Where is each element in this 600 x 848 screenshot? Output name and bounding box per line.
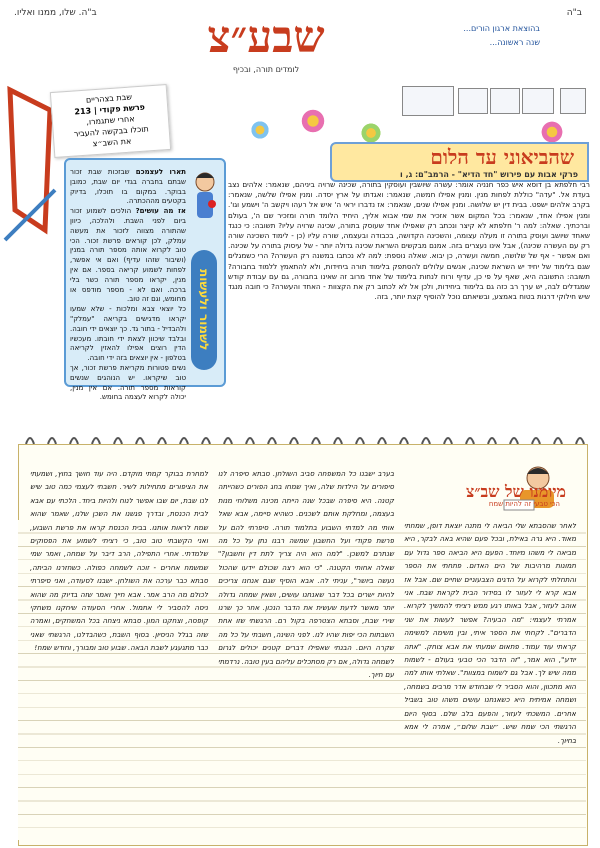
halacha-lead: תארו לעצמכם <box>135 168 186 176</box>
halacha-lead: אז מה עושים? <box>135 207 186 216</box>
lesson-title: שהביאוני עד הלום <box>430 145 574 169</box>
bh-mark: ב"ה <box>566 8 582 18</box>
shabatz-logo <box>206 4 326 84</box>
note-line: תוכלו בבקשה להעביר <box>73 124 149 139</box>
logo-subtitle: לומדים תורה, ובכיף <box>232 65 300 74</box>
sponsor-logo-2 <box>522 88 554 114</box>
lesson-subtitle: פרקי אבות עם פירוש "חד הדיא" - הרמב"ם: ג, ו <box>400 170 578 179</box>
diary-title: מיומנו של שב״צ <box>465 482 566 501</box>
flower-decoration <box>360 122 382 144</box>
diary-column-middle: בערב ישבנו כל המשפחה סביב השולחן. סבתא סיפרה לנו סיפורים על הילדות שלה, ואיך שמחו בחג הפורים כשהייתה קטנה. היא סיפרה שבכל שנה הייתה מכינה משלוחי מנות בעצמה, ומחלקת אותם לשכנים. כשהיא סיימה, אבא שאל אותי מה למדתי השבוע בתלמוד תורה. סיפרתי להם על פרשת פקודי ועל החשבון שמשה רבנו נתן על כל מה שנתרם למשכן. "למה הוא היה צריך לתת דין וחשבון?" שאלה אחותי הקטנה. "כי הוא רצה שכולם יידעו שהכול נעשה ביושר", עניתי לה. אבא הוסיף שגם אנחנו צריכים להיות ישרים בכל דבר שאנחנו עושים, ושאין שמחה גדולה יותר מאשר לדעת שעשית את הדבר הנכון. אחר כך שרנו שירי שבת, וסבתא הצטרפה בקול רם. הרגשתי שזו אחת השבתות הכי יפות שהיו לנו. לפני השינה, חשבתי על כל מה שקרה היום. הבנתי שאפילו דברים קטנים יכולים לגרום לשמחה גדולה, אם רק מסתכלים עליהם בעין טובה. נרדמתי עם חיוך. <box>218 470 394 680</box>
halacha-para: נשים פטורות מקריאת פרשת זכור, אך טוב שיקראו. יש הנוהגים שנשים קוראות מספר תורה. אם אין מנין, יכולה לקרוא לעצמה בחומש. <box>70 363 186 402</box>
halacha-para: כל יוצאי צבא ומלכות - שלא שמעו יקראו מדגישים בקריאה "עמלק" ולהבדיל - בתור גד. כך יוצאים ידי חובה. ובלבד שיכוון לצאת ידי חובתו. מעכשיו הדין רוצים אפילו להאזין לקריאה בטלפון - אין יוצאים בזה ידי חובה. <box>70 305 186 363</box>
sponsor-logo-3 <box>490 88 520 114</box>
lesson-body: רבי חלפתא בן דוסא איש כפר חנניה אומר: עשרה שיושבין ועוסקין בתורה, שכינה שרויה ביניהם, שנאמר: אלהים נצב בעדת אל. "עדה" כוללת לפחות מנין. ומנין אפילו חמשה, שנאמר: ואגדתו על ארץ יסדה. ומנין אפילו שלשה, שנאמר: בקרב אלהים ישפט. בבית דין יש שלושה. ומנין אפילו שנים, שנאמר: אז נדברו יראי ה' איש אל רעהו ויקשב ה' וישמע וגו'. ומנין אפילו אחד, שנאמר: בכל המקום אשר אזכיר את שמי אבוא אליך, היחיד הלומד תורה ומזכיר שם ה', בעולם וברכתיך. שאלה: למה ר' חלפתא לא קיצר ונכתב רק שאפילו אחד שעוסק בתורה, שכינה שרויה עליו? תשובה: כי כנגד שאחד שיושב ועוסק בתורה זו מעלה עצומה, והשכינה הקדושה, בכבודה ובעצמה, שורה עליו (כן - לימוד השכינה שורה רק עם העשרה שכינה), אבל אינו נעצרים בזה. אמנם מבקשים השראת שכינה גדולה יותר - של עיסוק בתורה על שכינה. ואם אפשר - אף של שלושה, חמשה ועשרה, כן יבוא. שאלה נוספת: למה לא נכתבו במשנה רק העשרה? הרי כשמגלים שגם בלימוד של יחיד יש השראת שכינה, אנשים עלולים להסתפק בלימוד תורה ביחידות, ולא להתאמץ ללמוד בחבורה? תשובה: התשובה היא, שאף על פי כן, עדיף ורוח לנחות בלימוד של אחד מרוב זה שאינו בחבורה, גם עם עבודת קודש שמגדלים לבה, יש ערך רב כזה גם בלימוד ביחידות, ולכן אל לא לכתוב רק את הקצוות - האחד והעשרה? כי חובה מנגד שיש חילוקי דרגות בטוח באמצע, ובשיאתם נוכל להוסיף קצת יותר, בזה. <box>228 180 590 302</box>
boy-with-apple-icon <box>192 168 218 238</box>
diary-column-left: למחרת בבוקר קמתי מוקדם. היה עוד חושך בחוץ, ושמעתי את הציפורים מתחילות לשיר. חשבתי לעצמי כמה טוב שיש לנו שבת, יום שבו אפשר לנוח ולהיות ביחד. הלכתי עם אבא לבית הכנסת, ובדרך פגשנו את השכן שלנו, שאמר שהוא שמח לראות אותנו. בבית הכנסת קראו את פרשת השבוע, ואני הקשבתי טוב טוב, כי רציתי לשמוע את הפסוקים שלמדתי. אחרי התפילה, הרב דיבר על שמחה, ואמר שמי שמשמח אחרים - זוכה לשמחה כפולה. כשחזרנו הביתה, סבתא כבר ערכה את השולחן. ישבנו לסעודה, ואני סיפרתי לכולם מה הרב אמר. אבא חייך ואמר שזה בדיוק מה שהוא ניסה להסביר לי אתמול. אחרי הסעודה שיחקנו משחקי קופסה, וצחקנו המון. סבתא ניצחה בכל המשחקים, ואמרה שזה בגלל הניסיון. בסוף השבת, כשהבדלנו, הרגשתי שאני כבר מתגעגע לשבת הבאה. שבוע טוב ומבורך, וחודש שמח! <box>30 470 208 653</box>
note-line: את השב״צ <box>92 136 132 149</box>
halacha-para: שבזכות שבת זכור שבתם בחברה בגדי יום שבת, כמובן בבוקר. במקום בו תוכלו, בדיוק בקטעים מההכתרה. <box>70 168 186 206</box>
flower-decoration <box>250 120 270 140</box>
note-line: פרשת פקודי | 213 <box>74 102 146 117</box>
halacha-label: לשמור ולעשות <box>191 250 217 370</box>
halacha-text <box>70 168 186 402</box>
diary-column-right: לאחר שהסבתא שלי הביאה לי מתנה יוצאת דופן, שמחתי מאוד. היא גרה באילת, ובכל פעם שהיא באה לבקר, היא מביאה לי משהו מיוחד. הפעם היא הביאה ספר גדול עם תמונות מרהיבות של הים האדום. פתחתי את הספר והתחלתי לקרוא על הדגים הצבעוניים שחיים שם. אבל אז אבא קרא לי לעזור לו בסידור הבית לקראת שבת. אני אוהב לעזור, אבל באותו רגע ממש רציתי להמשיך לקרוא. אמרתי לעצמי: "מה הבעיה? אפשר לעשות את שני הדברים". לקחתי את הספר איתי, ובין משימה למשימה קראתי עוד עמוד. פתאום שמעתי את אבא צוחק. "אתה יודע", הוא אמר, "זה הדבר הכי טבעי בעולם - לשמוח ממה שיש לך. אבל גם לשמוח במצוות". שאלתי אותו למה הוא מתכוון, והוא הסביר לי שבחודש אדר מרבים בשמחה, ושמחה אמיתית היא כשאנחנו עושים משהו טוב בשביל אחרים. המשכתי לעזור, והפעם בלב שלם. בסוף היום הרגשתי הכי שמח שיש. ״שבת שלום״, אמרה לי אמא בחיוך. <box>404 522 576 745</box>
halacha-para: הולכים לשמוע זכור ביום לפני השבת. ולהלכה, כיוון שהתורה מצווה לזכור את מעשה עמלק, לכן קוראים פרשת זכור. הכי טוב לקרוא אותה מספר תורה במנין (ושיבור שזהו עדיף) ואם אי אפשר, לפחות לשמוע קריאה בספר. אם אין מנין, יקראו מספר תורה כשר בלי ברכה. ואם לא - מספר מודפס או מחומש, וגם זה טוב. <box>70 207 186 304</box>
flower-decoration <box>540 120 564 144</box>
note-line: אחרי שתגמרו, <box>86 114 135 127</box>
sponsor-logo-4 <box>458 88 488 114</box>
diary-subtitle: הכי טבעי זה להיות שמח <box>488 500 560 508</box>
flower-decoration <box>300 108 326 134</box>
sponsor-logo-5 <box>402 86 454 116</box>
issue-note <box>50 84 171 158</box>
header-credit: ב"ה. שלו, ממנו ואליו. <box>14 8 97 18</box>
header-line-2: שנה ראשונה... <box>489 38 540 47</box>
sponsor-logo-1 <box>560 88 586 114</box>
header-line-1: בהוצאת ארגון הורים... <box>463 24 540 33</box>
logo-text: שבע״צ <box>207 12 325 63</box>
note-line: שבת בצהריים <box>85 92 133 105</box>
